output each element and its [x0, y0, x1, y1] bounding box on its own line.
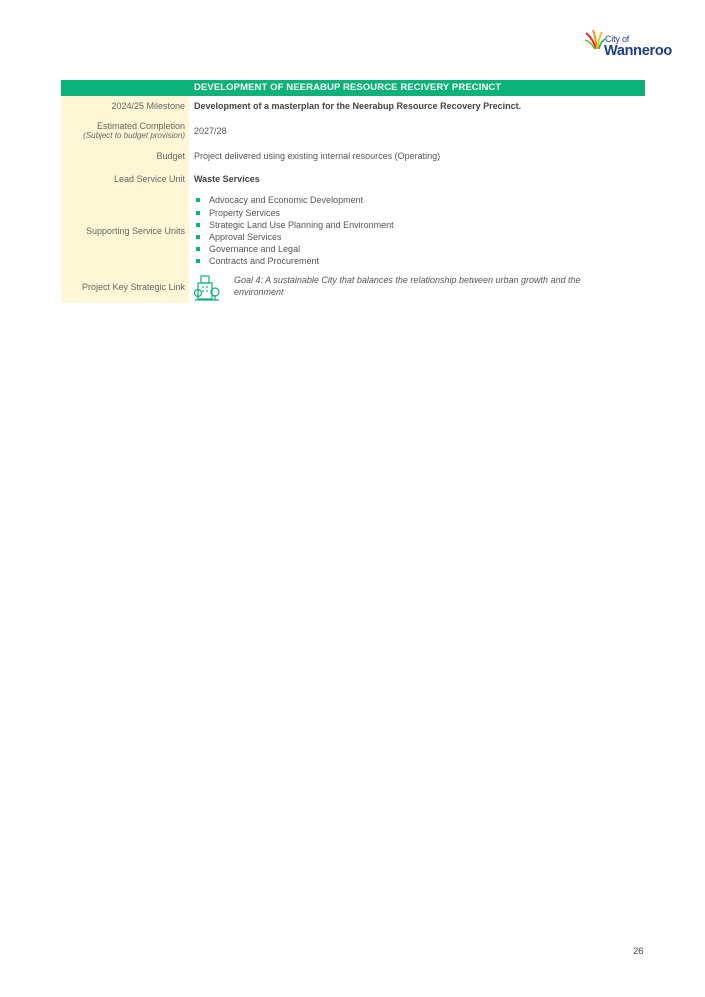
bullet-square-icon — [196, 259, 200, 263]
project-table — [61, 80, 645, 303]
strategic-link-label — [61, 271, 189, 303]
milestone-value: Development of a masterplan for the Neerabup Resource Recovery Precinct. — [194, 101, 522, 111]
completion-label-text: Estimated Completion — [96, 121, 185, 131]
budget-row — [61, 145, 645, 167]
logo-city-of-text: City of — [605, 34, 630, 44]
city-of-wanneroo-logo — [584, 28, 674, 62]
completion-label — [61, 116, 189, 145]
bullet-square-icon — [196, 235, 200, 239]
strategic-link-label-text: Project Key Strategic Link — [81, 282, 185, 292]
strategic-link-row — [61, 271, 645, 303]
lead-unit-value: Waste Services — [194, 174, 260, 184]
strategic-goal — [194, 274, 645, 301]
budget-label — [61, 145, 189, 167]
strategic-goal-text: Goal 4: A sustainable City that balances the relationship between urban growth and the environment — [234, 274, 581, 297]
budget-label-text: Budget — [156, 151, 185, 161]
list-item: Contracts and Procurement — [194, 255, 645, 267]
lead-unit-label-text: Lead Service Unit — [113, 174, 185, 184]
project-title: DEVELOPMENT OF NEERABUP RESOURCE RECIVERY PRECINCT — [189, 80, 645, 96]
project-header-row — [61, 80, 645, 96]
strategic-link-value — [189, 271, 645, 303]
milestone-label-text: 2024/25 Milestone — [111, 101, 185, 111]
header-spacer — [61, 80, 189, 96]
supporting-units-list — [194, 194, 645, 267]
list-item: Strategic Land Use Planning and Environment — [194, 219, 645, 231]
supporting-units-value — [189, 191, 645, 271]
completion-sublabel: (Subject to budget provision) — [83, 131, 185, 140]
logo-wanneroo-text: Wanneroo — [604, 43, 672, 59]
budget-value: Project delivered using existing internal resources (Operating) — [194, 151, 441, 161]
supporting-units-label-text: Supporting Service Units — [85, 226, 185, 236]
lead-unit-row — [61, 167, 645, 191]
supporting-units-label — [61, 191, 189, 271]
wanneroo-emblem-icon — [584, 28, 606, 50]
bullet-square-icon — [196, 223, 200, 227]
completion-row — [61, 116, 645, 145]
list-item: Advocacy and Economic Development — [194, 194, 645, 206]
lead-unit-label — [61, 167, 189, 191]
list-item: Approval Services — [194, 231, 645, 243]
bullet-square-icon — [196, 211, 200, 215]
sustainable-city-icon — [194, 275, 220, 301]
list-item: Governance and Legal — [194, 243, 645, 255]
milestone-row — [61, 96, 645, 116]
page-number: 26 — [633, 946, 644, 957]
supporting-units-row — [61, 191, 645, 271]
bullet-square-icon — [196, 247, 200, 251]
milestone-label — [61, 96, 189, 116]
completion-value: 2027/28 — [194, 125, 227, 136]
list-item: Property Services — [194, 207, 645, 219]
bullet-square-icon — [196, 198, 200, 202]
